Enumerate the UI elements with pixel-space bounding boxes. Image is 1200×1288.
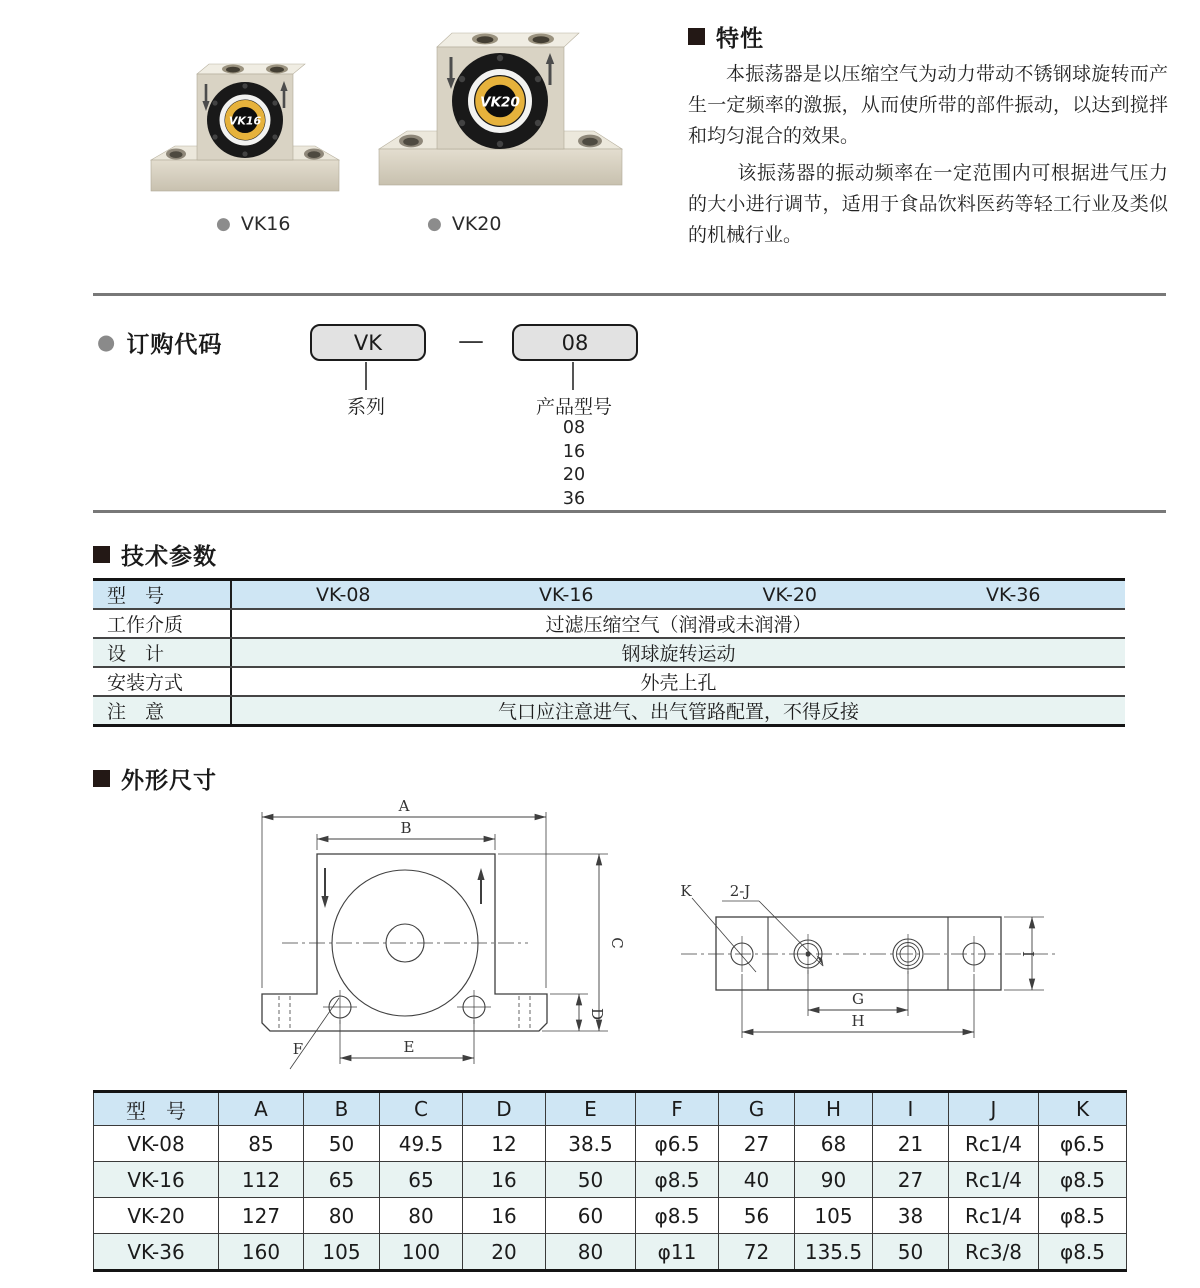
dim-cell: Rc1/4: [949, 1126, 1039, 1162]
square-bullet-icon: [93, 770, 110, 787]
tech-row-label: 设 计: [93, 638, 231, 667]
dim-cell: 100: [380, 1234, 463, 1271]
divider: [93, 293, 1166, 296]
up-arrow-icon: [477, 868, 484, 880]
section-title-text: 特性: [716, 26, 764, 52]
model-option: 36: [562, 488, 586, 509]
dim-cell: 50: [546, 1162, 636, 1198]
section-title-text: 技术参数: [121, 544, 217, 570]
dim-cell: 127: [219, 1198, 304, 1234]
series-caption: 系列: [346, 396, 385, 418]
dim-header: G: [719, 1092, 795, 1126]
dim-cell: φ8.5: [1039, 1162, 1127, 1198]
tech-row-label: 安装方式: [93, 667, 231, 696]
product-label-text: VK16: [240, 213, 291, 235]
features-section: [688, 20, 1168, 251]
dim-label-b: B: [400, 819, 412, 837]
product-label-text: VK20: [451, 213, 502, 235]
dim-cell: 65: [380, 1162, 463, 1198]
model-code-box: 08: [512, 324, 638, 361]
dim-cell: φ8.5: [636, 1198, 719, 1234]
front-view-drawing: [222, 792, 652, 1082]
dim-cell: Rc1/4: [949, 1198, 1039, 1234]
connector-line: [572, 362, 574, 390]
dim-label-2j: 2-J: [729, 882, 751, 900]
dim-cell: 105: [795, 1198, 873, 1234]
dim-cell: 40: [719, 1162, 795, 1198]
features-paragraph: 本振荡器是以压缩空气为动力带动不锈钢球旋转而产生一定频率的激振，从而使所带的部件振动，以达到搅拌和均匀混合的效果。: [688, 63, 1168, 147]
dim-label-a: A: [398, 797, 410, 815]
dim-cell: 160: [219, 1234, 304, 1271]
dim-cell: 68: [795, 1126, 873, 1162]
dim-cell: 50: [304, 1126, 380, 1162]
square-bullet-icon: [93, 546, 110, 563]
dim-header: J: [949, 1092, 1039, 1126]
dim-cell: φ6.5: [1039, 1126, 1127, 1162]
tech-model-cell: VK-16: [455, 580, 679, 610]
dim-cell: VK-20: [94, 1198, 219, 1234]
bullet-icon: ●: [427, 213, 442, 234]
tech-value-cell: 钢球旋转运动: [231, 638, 1125, 667]
dim-label-i: I: [1019, 951, 1037, 957]
dim-cell: 90: [795, 1162, 873, 1198]
dim-cell: 80: [304, 1198, 380, 1234]
dim-cell: VK-08: [94, 1126, 219, 1162]
outline-dims-title: [93, 762, 217, 795]
table-row: [93, 638, 1125, 667]
model-option: 08: [562, 418, 586, 438]
section-title-text: 订购代码: [126, 332, 223, 358]
dim-header: K: [1039, 1092, 1127, 1126]
dim-cell: Rc3/8: [949, 1234, 1039, 1271]
table-row: [93, 696, 1125, 726]
dim-cell: 105: [304, 1234, 380, 1271]
dim-label-h: H: [851, 1012, 865, 1030]
code-separator: —: [458, 326, 484, 356]
dim-cell: φ11: [636, 1234, 719, 1271]
dim-cell: VK-36: [94, 1234, 219, 1271]
dim-cell: 80: [546, 1234, 636, 1271]
tech-row-label: 型 号: [93, 580, 231, 610]
product-badge: VK16: [228, 114, 262, 128]
model-options-list: [527, 417, 621, 511]
dim-cell: 38: [873, 1198, 949, 1234]
series-code-box: VK: [310, 324, 426, 361]
table-row: [94, 1126, 1127, 1162]
tech-params-table: [93, 578, 1125, 727]
tech-model-cell: VK-08: [231, 580, 455, 610]
model-option: 20: [562, 465, 586, 485]
dim-label-d: D: [588, 1007, 606, 1021]
tech-value-cell: 气口应注意进气、出气管路配置，不得反接: [497, 701, 859, 723]
dim-cell: 16: [463, 1198, 546, 1234]
model-option: 16: [562, 441, 586, 462]
dim-cell: 56: [719, 1198, 795, 1234]
bullet-icon: ●: [97, 330, 116, 354]
dimension-table: [93, 1090, 1127, 1272]
dim-cell: φ6.5: [636, 1126, 719, 1162]
vibrator-face: [452, 53, 548, 149]
vibrator-face: [207, 82, 283, 158]
table-row: [93, 580, 1125, 610]
connector-line: [365, 362, 367, 390]
dim-cell: 72: [719, 1234, 795, 1271]
dim-cell: 65: [304, 1162, 380, 1198]
section-title-text: 外形尺寸: [121, 768, 217, 794]
tech-row-label: 注 意: [93, 696, 231, 726]
top-view-drawing: [656, 848, 1136, 1078]
dim-header: A: [219, 1092, 304, 1126]
dim-label-g: G: [852, 990, 864, 1008]
tech-model-cell: VK-20: [678, 580, 902, 610]
table-row: [94, 1234, 1127, 1271]
dim-cell: Rc1/4: [949, 1162, 1039, 1198]
product-label-vk20: [427, 213, 501, 235]
features-paragraph: 该振荡器的振动频率在一定范围内可根据进气压力的大小进行调节，适用于食品饮料医药等轻工行业及类似的机械行业。: [688, 162, 1168, 246]
dim-header: I: [873, 1092, 949, 1126]
dim-cell: 60: [546, 1198, 636, 1234]
dim-cell: 38.5: [546, 1126, 636, 1162]
table-header-row: [94, 1092, 1127, 1126]
square-bullet-icon: [688, 28, 705, 45]
dim-cell: 16: [463, 1162, 546, 1198]
dim-cell: 80: [380, 1198, 463, 1234]
model-caption: 产品型号: [535, 396, 612, 418]
product-badge: VK20: [480, 94, 520, 111]
table-row: [94, 1162, 1127, 1198]
dim-cell: 12: [463, 1126, 546, 1162]
dim-cell: φ8.5: [1039, 1234, 1127, 1271]
dim-label-f: F: [292, 1040, 304, 1058]
dim-cell: φ8.5: [1039, 1198, 1127, 1234]
tech-row-label: 工作介质: [93, 609, 231, 638]
dim-header: D: [463, 1092, 546, 1126]
tech-value-cell: 外壳上孔: [231, 667, 1125, 696]
tech-value-cell: 过滤压缩空气（润滑或未润滑）: [231, 609, 1125, 638]
dim-header: H: [795, 1092, 873, 1126]
divider: [93, 510, 1166, 513]
product-photo-vk16: [145, 58, 345, 208]
dim-cell: 27: [719, 1126, 795, 1162]
dim-label-k: K: [680, 882, 692, 900]
dim-cell: 49.5: [380, 1126, 463, 1162]
ordering-title: [97, 326, 222, 359]
down-arrow-icon: [321, 896, 328, 908]
dim-label-c: C: [608, 937, 626, 949]
dim-cell: φ8.5: [636, 1162, 719, 1198]
dim-header: F: [636, 1092, 719, 1126]
dim-header: B: [304, 1092, 380, 1126]
product-label-vk16: [216, 213, 290, 235]
dim-cell: 20: [463, 1234, 546, 1271]
tech-params-title: [93, 538, 217, 571]
dim-header: 型 号: [94, 1092, 219, 1126]
table-row: [93, 609, 1125, 638]
dim-cell: 135.5: [795, 1234, 873, 1271]
dim-header: C: [380, 1092, 463, 1126]
features-title: [688, 20, 1168, 53]
dim-cell: VK-16: [94, 1162, 219, 1198]
hole-center-dot: [805, 951, 810, 956]
table-row: [94, 1198, 1127, 1234]
dim-header: E: [546, 1092, 636, 1126]
dim-cell: 21: [873, 1126, 949, 1162]
dim-cell: 112: [219, 1162, 304, 1198]
dim-label-e: E: [403, 1038, 415, 1056]
dim-cell: 50: [873, 1234, 949, 1271]
product-photo-vk20: [373, 25, 628, 205]
tech-model-cell: VK-36: [902, 580, 1126, 610]
dim-cell: 27: [873, 1162, 949, 1198]
dim-cell: 85: [219, 1126, 304, 1162]
bullet-icon: ●: [216, 213, 231, 234]
table-row: [93, 667, 1125, 696]
